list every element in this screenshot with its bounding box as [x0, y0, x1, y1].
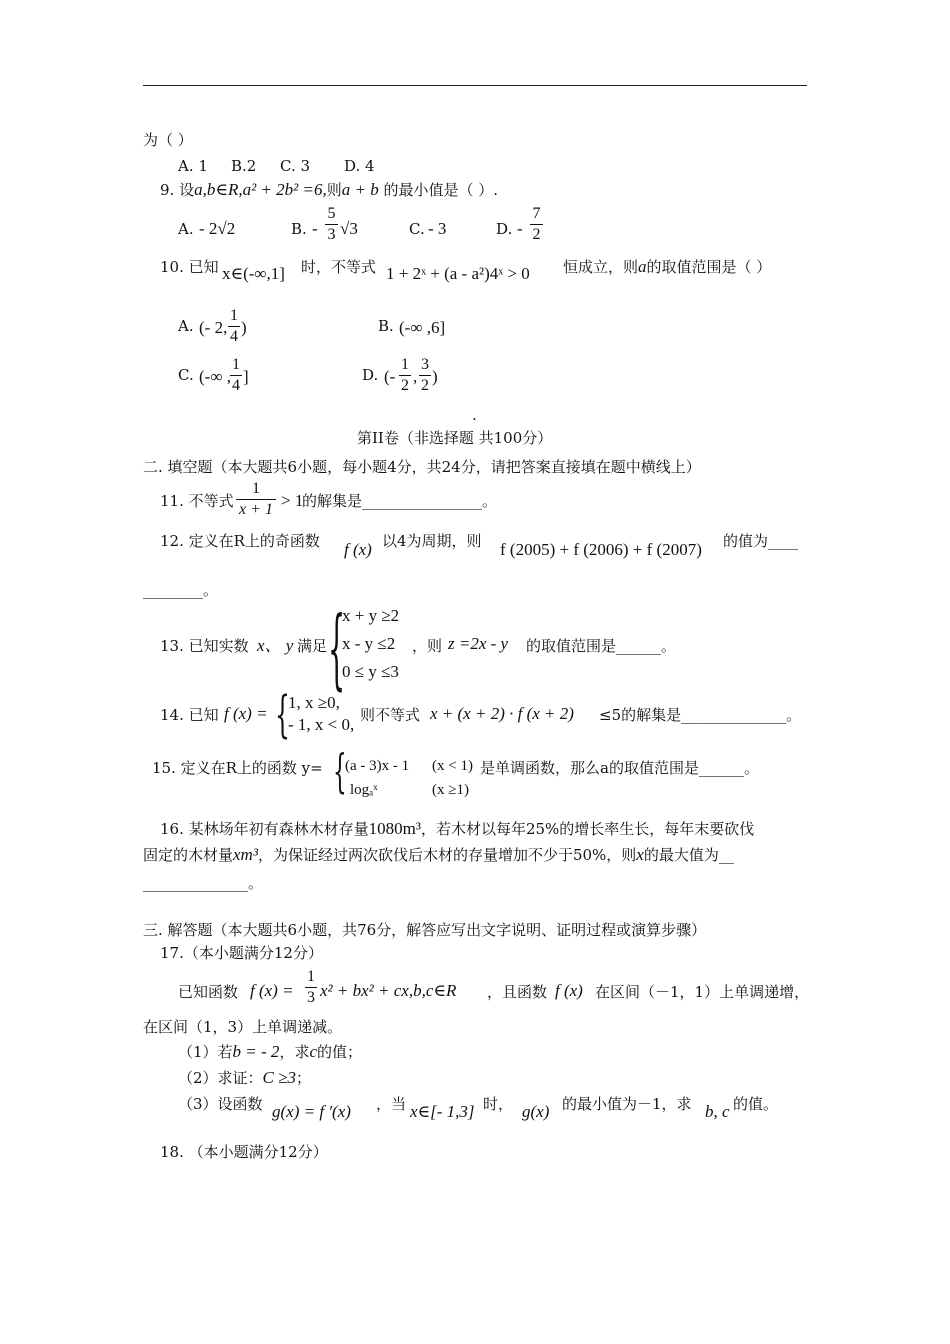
q14-lead: 14. 已知: [160, 706, 219, 724]
q12-answer-blank-2: ________。: [143, 581, 219, 599]
q13-vars: x、 y: [257, 636, 294, 655]
q9-option-d-fraction: 7 2: [530, 205, 543, 244]
q10-option-c-label: C.: [178, 366, 194, 384]
q14-case-1: 1, x ≥0,: [288, 693, 340, 712]
q15-answer-blank: 是单调函数，那么a的取值范围是______。: [480, 759, 759, 777]
q9-option-b-label: B.: [291, 220, 307, 238]
q15-lead: 15. 定义在R上的函数 y=: [152, 759, 323, 777]
q17-function: f (x) =: [250, 981, 294, 1000]
q9-option-b-radical: √3: [340, 219, 358, 238]
q14-inequality: x + (x + 2) · f (x + 2): [430, 704, 574, 723]
q15-case-2: logₐˣ: [350, 782, 378, 798]
q9-condition: a,b∈R,a² + 2b² =6,: [194, 180, 327, 199]
q18-heading: 18. （本小题满分12分）: [160, 1143, 328, 1161]
part2-title: 第II卷（非选择题 共100分）: [357, 429, 553, 447]
q8-tail: 为（ ）: [143, 131, 193, 149]
q9-expression: a + b: [341, 180, 379, 199]
q15-brace: {: [333, 745, 347, 799]
q11-answer-blank: 的解集是________________。: [302, 492, 498, 510]
q13-brace: {: [328, 600, 346, 702]
q13-constraint-3: 0 ≤ y ≤3: [342, 662, 399, 681]
q9-option-c-label: C.: [409, 220, 425, 238]
q9-option-b-fraction: 5 3: [325, 205, 338, 244]
q9-option-a-label: A.: [178, 220, 194, 238]
q15-case-1: (a - 3)x - 1: [345, 758, 410, 774]
q10-condition: x∈(-∞,1]: [222, 264, 285, 283]
q16-stock: 1080m³: [368, 819, 421, 838]
q16-line-1: 16. 某林场年初有森林木材存量1080m³，若木材以每年25%的增长率生长，每年末要砍伐: [160, 819, 755, 838]
q11-fraction: 1 x + 1: [236, 480, 276, 519]
q14-brace: {: [275, 688, 290, 745]
q10-option-b-label: B.: [378, 317, 394, 335]
q16-answer-blank: ______________。: [143, 874, 264, 892]
q15-case-1-cond: (x < 1): [432, 758, 473, 774]
q10-option-d-label: D.: [362, 366, 379, 384]
q10-option-b-value: (-∞ ,6]: [399, 318, 446, 337]
header-rule: [143, 85, 807, 86]
q16-cut: xm³: [233, 845, 258, 864]
q8-option-a: A. 1: [178, 157, 208, 175]
q17-interval: x∈[- 1,3]: [410, 1102, 475, 1121]
q13-answer-blank: 的取值范围是______。: [526, 637, 677, 655]
q17-part-2: （2）求证：C ≥3；: [178, 1068, 311, 1087]
q17-g-def: g(x) = f ′(x): [272, 1102, 351, 1121]
q10-mid: 时，不等式: [301, 258, 377, 276]
q17-heading: 17.（本小题满分12分）: [160, 944, 323, 962]
q16-line-2: 固定的木材量xm³，为保证经过两次砍伐后木材的存量增加不少于50%，则x的最大值为__: [143, 845, 734, 864]
section2-heading: 二. 填空题（本大题共6小题，每小题4分，共24分，请把答案直接填在题中横线上）: [143, 458, 701, 476]
q14-case-2: - 1, x < 0,: [288, 715, 355, 734]
q9-option-d-label: D.: [496, 220, 513, 238]
q14-answer-blank: ≤5的解集是______________。: [599, 706, 802, 724]
q13-lead: 13. 已知实数: [160, 637, 249, 655]
q14-function: f (x) =: [224, 704, 268, 723]
q17-part-3-lead: （3）设函数: [178, 1095, 263, 1113]
q17-part-1: （1）若b = - 2，求c的值；: [178, 1042, 363, 1061]
q9-stem: 9. 设a,b∈R,a² + 2b² =6,则a + b 的最小值是（ ）.: [160, 180, 499, 199]
q13-constraint-2: x - y ≤2: [342, 634, 396, 653]
q10-option-d-fraction-1: 1 2: [401, 356, 409, 394]
q9-option-d-sign: -: [517, 219, 523, 238]
q8-option-b: B.2: [231, 157, 257, 175]
q10-lead: 10. 已知: [160, 258, 219, 276]
q12-function: f (x): [344, 540, 372, 559]
q13-objective: z =2x - y: [448, 634, 509, 653]
q13-constraint-1: x + y ≥2: [342, 606, 400, 625]
q10-option-a-label: A.: [178, 317, 194, 335]
q12-answer-blank: 的值为____: [723, 532, 799, 550]
q12-lead: 12. 定义在R上的奇函数: [160, 532, 320, 550]
q9-option-b-sign: -: [312, 219, 318, 238]
q11-lead: 11. 不等式: [160, 492, 234, 510]
q12-sum: f (2005) + f (2006) + f (2007): [500, 540, 702, 559]
q9-option-c-value: - 3: [428, 219, 447, 238]
q9-option-a-value: - 2√2: [199, 219, 236, 238]
q8-option-c: C. 3: [280, 157, 311, 175]
q8-option-d: D. 4: [344, 157, 375, 175]
q17-function-rest: x² + bx² + cx,b,c∈R: [320, 981, 457, 1000]
q10-option-d-fraction-2: 3 2: [421, 356, 429, 394]
stray-dot: .: [472, 406, 477, 424]
section3-heading: 三. 解答题（本大题共6小题，共76分，解答应写出文字说明、证明过程或演算步骤）: [143, 921, 707, 939]
q10-option-c-fraction: 1 4: [232, 356, 240, 394]
q10-inequality: 1 + 2ˣ + (a - a²)4ˣ > 0: [386, 264, 530, 283]
q15-case-2-cond: (x ≥1): [432, 782, 469, 798]
q10-option-a-fraction: 1 4: [230, 307, 238, 345]
q17-fraction: 1 3: [307, 968, 315, 1006]
